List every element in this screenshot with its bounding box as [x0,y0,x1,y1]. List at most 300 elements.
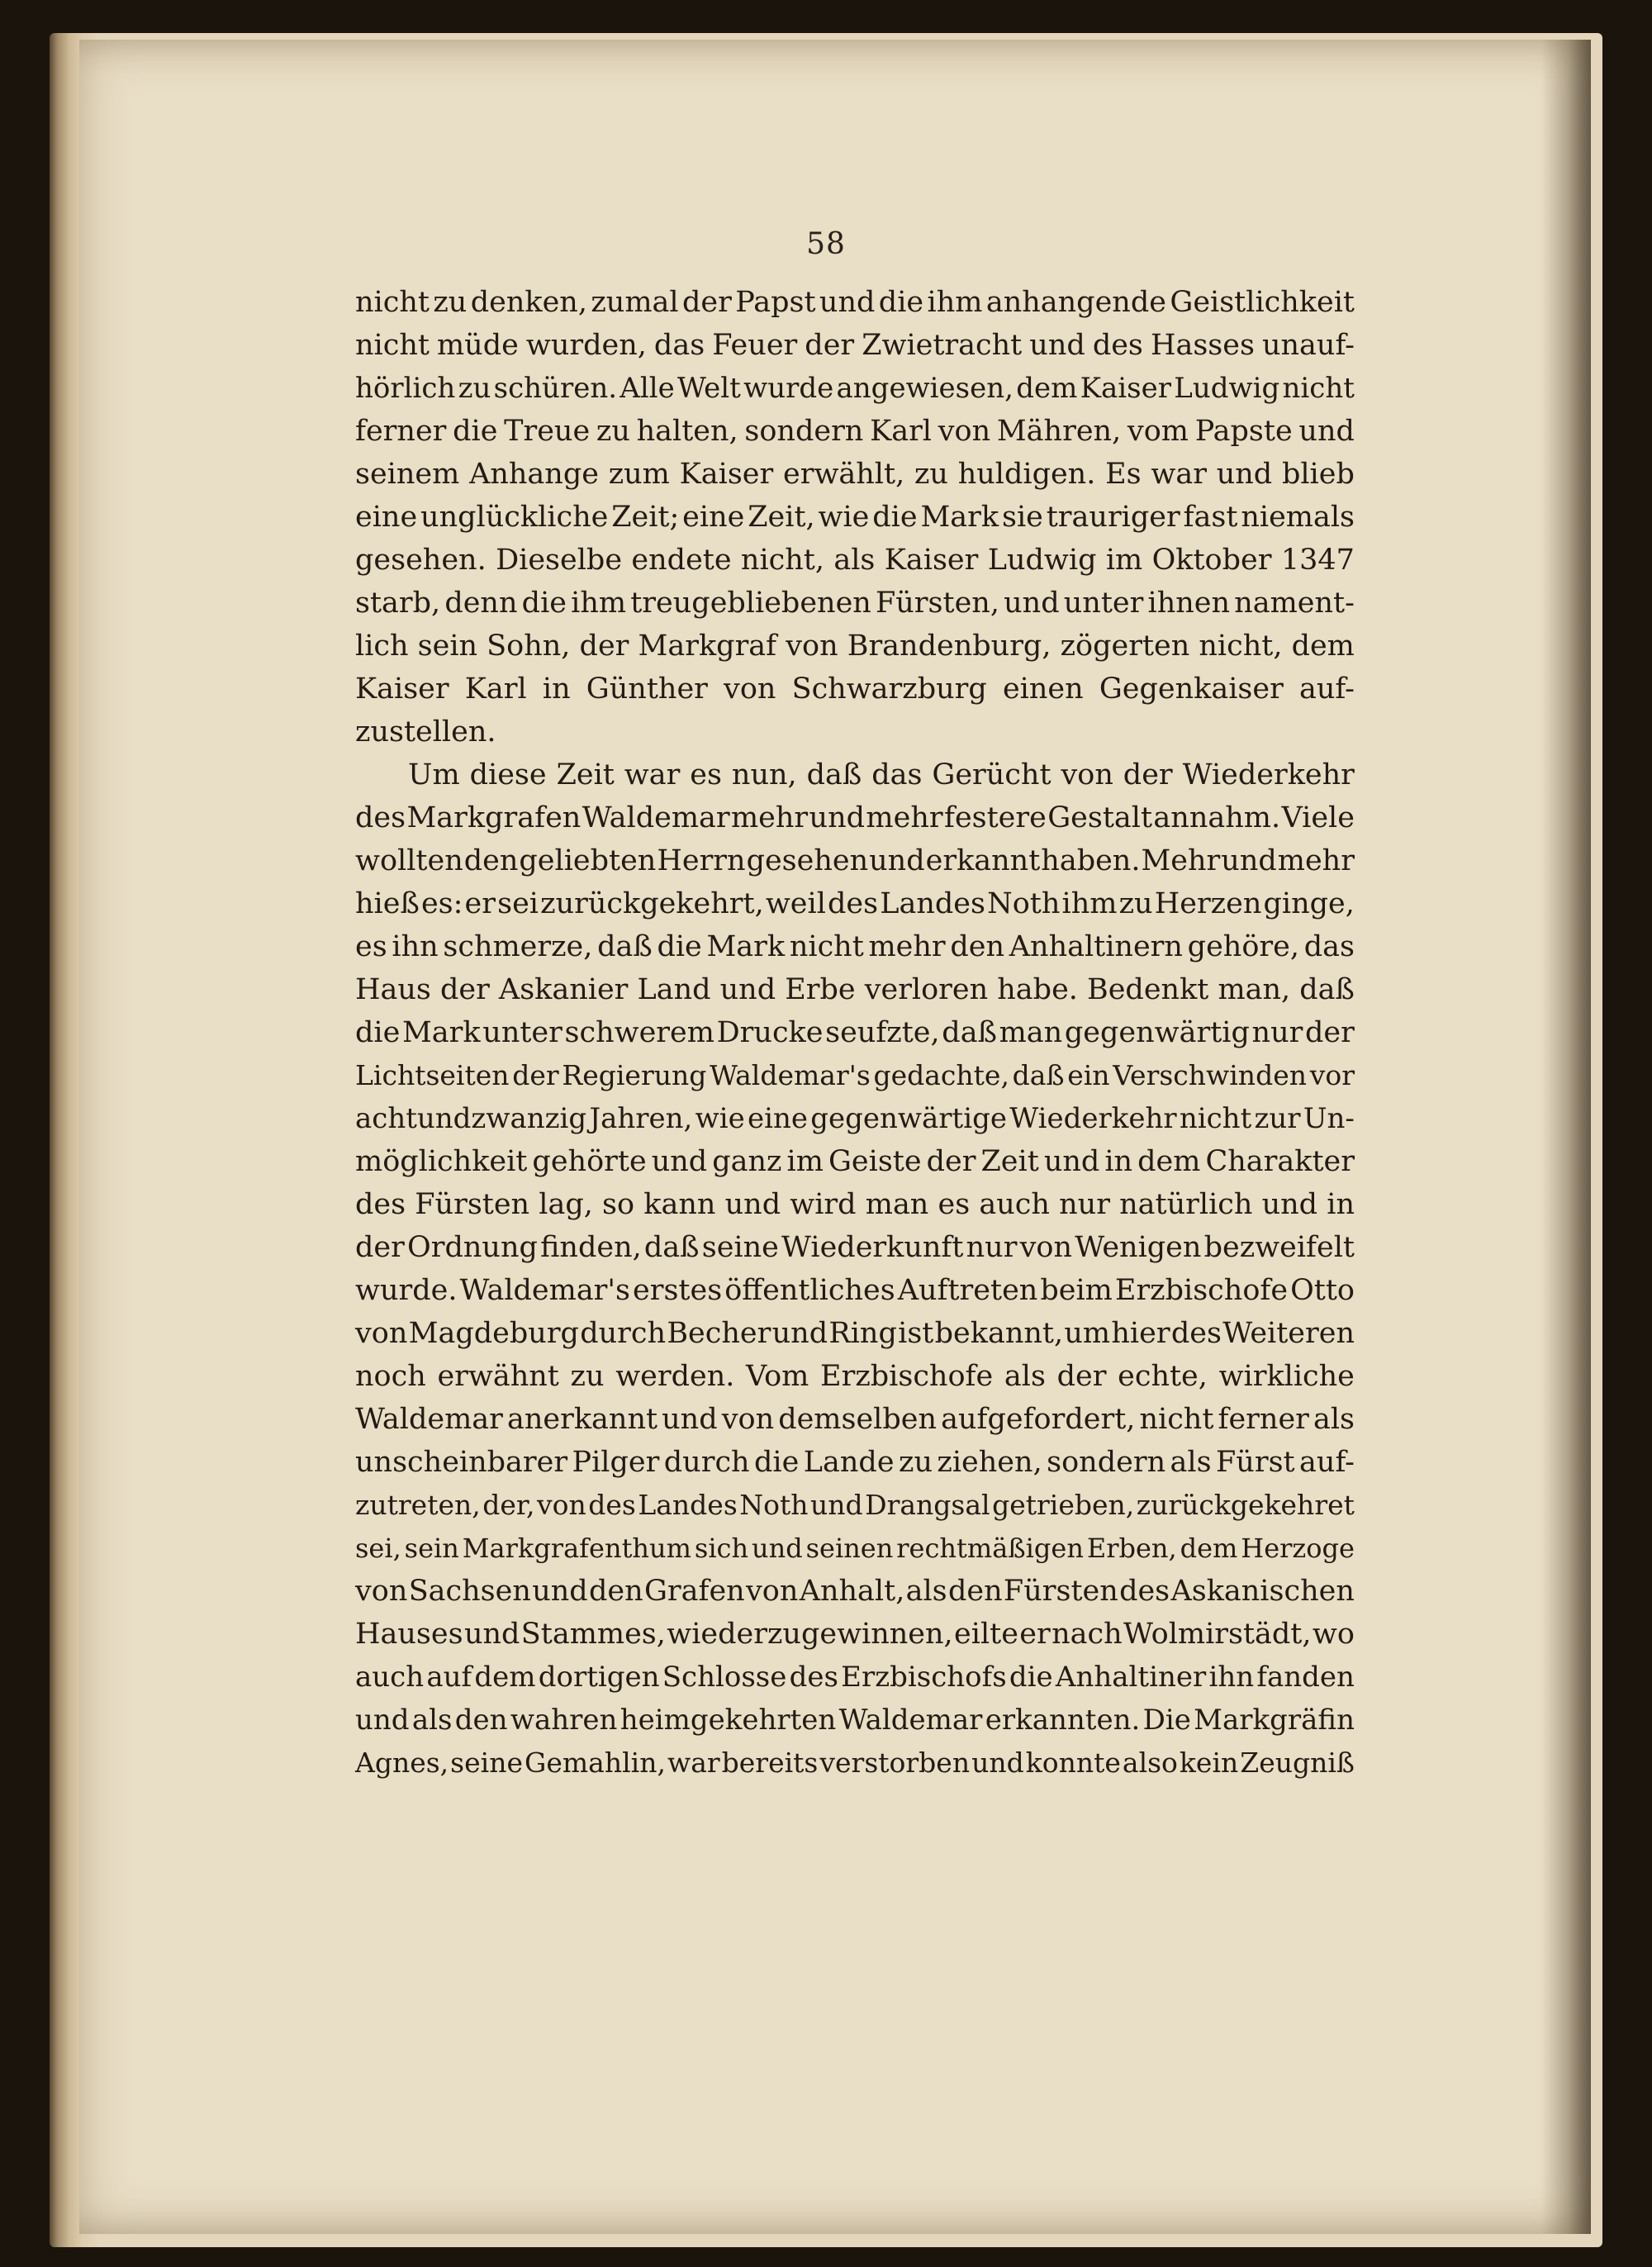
word: unter [1063,587,1144,620]
word: auch [979,1188,1050,1221]
word: in [542,672,571,706]
word: des [1119,1575,1170,1608]
word: bekannt, [934,1317,1064,1350]
word: möglichkeit [355,1145,528,1178]
word: Geistlichkeit [1170,286,1355,319]
word: Gemahlin, [524,1747,666,1779]
word: habe. [997,973,1078,1006]
word: Fürsten [1003,1575,1118,1608]
word: wollten [355,844,463,877]
text-line [355,1011,1355,1054]
word: werden. [615,1360,735,1393]
text-line [355,1484,1355,1527]
word: und [971,1747,1024,1779]
word: Drangsal [865,1489,990,1521]
text-line [355,753,1355,796]
text-line [355,1656,1355,1699]
word: einen [1002,672,1084,706]
word: also [1122,1747,1178,1779]
word: Wolmirstädt, [1123,1618,1312,1651]
word: und [1221,844,1277,877]
word: war [667,1747,720,1779]
word: Vom [746,1360,809,1393]
word: Anhaltinern [1009,930,1183,963]
word: blieb [1281,458,1355,491]
word: der [681,286,732,319]
word: zutreten, [355,1489,481,1521]
word: die [355,1016,401,1049]
word: Auftreten [897,1274,1038,1307]
text-line [355,582,1355,625]
word: nicht [355,329,430,362]
word: Kaiser [355,672,449,706]
word: Fürsten, [875,587,999,620]
word: Es [1105,458,1142,491]
word: vor [1309,1059,1355,1091]
word: wurde. [355,1274,458,1307]
word: der [579,630,629,663]
word: zumal [591,286,679,319]
text-line [355,1054,1355,1097]
word: Waldemar [355,1403,503,1436]
word: daß [1299,973,1355,1006]
text-line [355,539,1355,582]
text-line [355,1527,1355,1570]
word: schmerze, [443,930,593,963]
word: Herzen [1154,887,1262,920]
word: und [751,1533,803,1564]
word: sei [497,887,539,920]
word: Zeit [556,758,615,791]
word: Noth [987,887,1061,920]
word: und [810,1489,863,1521]
word: auf- [1299,1446,1355,1479]
word: Zeit [980,1145,1039,1178]
word: Schwarzburg [791,672,987,706]
word: 1347 [1280,544,1355,577]
word: zu [899,1446,933,1479]
word: Wiederkehr [1009,1102,1177,1135]
word: Herrn [657,844,746,877]
text-line [355,839,1355,882]
word: Fürst [1216,1446,1295,1479]
word: des [355,801,406,834]
word: Wenigen [1075,1231,1202,1264]
text-line [355,367,1355,410]
word: niemals [1241,501,1355,534]
word: des [1092,329,1143,362]
word: die [872,501,918,534]
word: starb, [355,587,441,620]
word: Karl [870,415,933,448]
word: gedachte, [873,1059,1009,1091]
word: dem [1016,372,1078,405]
word: kann [643,1188,716,1221]
word: als [1313,1403,1355,1436]
word: daß [942,1016,997,1049]
word: ein [1067,1059,1110,1091]
word: der [439,973,490,1006]
word: und [532,1575,588,1608]
word: ferner [355,415,447,448]
word: des [355,1188,406,1221]
word: Askanier [498,973,629,1006]
word: der [355,1231,405,1264]
word: wurden, [525,329,647,362]
word: von [1019,1231,1073,1264]
word: nur [966,1231,1018,1264]
word: seinen [805,1533,894,1564]
word: auf- [1298,672,1355,706]
text-line [355,1183,1355,1226]
word: das [1303,930,1355,963]
word: hörlich [355,372,456,405]
text-line [355,1613,1355,1656]
word: Oktober [1151,544,1272,577]
word: Mark [401,1016,481,1049]
word: Fürsten [415,1188,530,1221]
text-line [355,925,1355,968]
word: hier [1111,1317,1170,1350]
word: sei, [355,1533,401,1564]
word: nicht [1179,1102,1252,1135]
word: nicht [1139,1403,1214,1436]
word: anhangende [985,286,1166,319]
text-line: zustellen. [355,715,496,749]
word: wiederzugewinnen, [667,1618,953,1651]
text-line [355,1097,1355,1140]
word: Zeugniß [1240,1747,1355,1779]
word: und [719,973,776,1006]
word: ist [898,1317,934,1350]
word: Wiederkehr [1182,758,1355,791]
word: und [662,1403,718,1436]
word: sein [404,1533,459,1564]
word: Kaiser [884,544,979,577]
word: er [464,887,496,920]
text-line [355,1312,1355,1355]
word: zu [570,1360,605,1393]
word: Zeit, [748,501,815,534]
word: öffentliches [724,1274,895,1307]
word: unglückliche [420,501,609,534]
word: nun, [731,758,797,791]
word: weil [765,887,826,920]
word: des [789,1661,838,1694]
word: Waldemar [838,1704,983,1737]
word: Markgraf [638,630,777,663]
word: echte, [1118,1360,1208,1393]
word: es [938,1188,971,1221]
word: Pilger [572,1446,660,1479]
word: zurückgekehret [1136,1489,1355,1521]
word: fast [1183,501,1238,534]
word: Verschwinden [1113,1059,1307,1091]
word: als [1170,1446,1212,1479]
page-number: 58 [806,227,846,261]
word: Otto [1290,1274,1355,1307]
word: fanden [1256,1661,1355,1694]
word: von [537,1489,586,1521]
word: unter [482,1016,563,1049]
word: und [463,1618,520,1651]
word: zu [1118,887,1153,920]
text-line [355,496,1355,539]
word: und [355,1704,410,1737]
word: Gestalt [1047,801,1153,834]
word: schüren. [493,372,618,405]
word: Papst [735,286,816,319]
word: seinem [355,458,460,491]
word: gegenwärtig [1064,1016,1250,1049]
word: man [999,1016,1063,1049]
word: Geiste [828,1145,922,1178]
word: nament- [1234,587,1355,620]
word: Grafen [643,1575,745,1608]
word: Landes [638,1489,738,1521]
word: kein [1179,1747,1239,1779]
text-line [355,1570,1355,1613]
word: konnte [1025,1747,1121,1779]
word: Land [637,973,711,1006]
word: demselben [778,1403,938,1436]
word: wirkliche [1218,1360,1355,1393]
word: noch [355,1360,426,1393]
text-line [355,410,1355,453]
word: trauriger [1046,501,1180,534]
word: Zwietracht [862,329,1023,362]
word: die [1009,1661,1053,1694]
word: von [938,415,991,448]
word: mehr [866,801,943,834]
word: Günther [586,672,708,706]
word: dem [474,1661,536,1694]
word: die [754,1446,800,1479]
word: erwählt, [783,458,905,491]
word: zu [596,415,630,448]
word: Lichtseiten [355,1059,510,1091]
word: Waldemar [582,801,730,834]
word: verstorben [819,1747,971,1779]
word: Kaiser [1080,372,1171,405]
text-line [355,796,1355,839]
word: Anhange [469,458,599,491]
word: von [786,630,838,663]
word: Drucke [716,1016,824,1049]
word: eilte [954,1618,1018,1651]
word: das [653,329,705,362]
word: gesehen. [355,544,487,577]
text-line [355,324,1355,367]
word: ihn [1208,1661,1255,1694]
text-line [355,1269,1355,1312]
word: nur [1059,1188,1110,1221]
text-line [355,668,1355,711]
word: halten, [636,415,738,448]
word: durch [580,1317,667,1350]
word: man [865,1188,929,1221]
word: Haus [355,973,431,1006]
word: ferner [1218,1403,1309,1436]
word: nicht [1282,372,1355,405]
word: Un- [1303,1102,1355,1135]
word: der [805,329,855,362]
word: Erzbischofe [1114,1274,1289,1307]
word: ziehen, [937,1446,1042,1479]
word: Brandenburg, [847,630,1051,663]
word: schwerem [564,1016,714,1049]
word: der [926,1145,976,1178]
word: festere [943,801,1047,834]
word: getrieben, [992,1489,1135,1521]
word: und [1029,329,1085,362]
word: dem [1291,630,1355,663]
word: dem [1137,1145,1201,1178]
word: haben. [1041,844,1141,877]
word: Erben, [1086,1533,1177,1564]
word: Welt [677,372,741,405]
text-line [355,453,1355,496]
word: und [771,1317,828,1350]
word: und [819,286,876,319]
word: Erbe [785,973,856,1006]
text-line [355,1742,1355,1785]
word: und [724,1188,781,1221]
word: Dieselbe [496,544,623,577]
text-line [355,1398,1355,1441]
word: unscheinbarer [355,1446,568,1479]
word: Markgräfin [1194,1704,1355,1737]
word: daß [1012,1059,1065,1091]
word: als [1004,1360,1046,1393]
word: er [1019,1618,1051,1651]
word: gehörte [532,1145,647,1178]
word: von [724,672,776,706]
word: Hauses [355,1618,463,1651]
word: wie [818,501,870,534]
word: huldigen. [957,458,1096,491]
word: dortigen [538,1661,660,1694]
word: auf [426,1661,472,1694]
word: als [905,1575,947,1608]
word: finden, [540,1231,642,1264]
text-line [355,882,1355,925]
word: im [1105,544,1143,577]
word: Alle [620,372,675,405]
word: sondern [1047,1446,1166,1479]
word: es: [420,887,463,920]
word: mehr [730,801,809,834]
word: als [833,544,876,577]
word: eine [682,501,745,534]
text-line [355,1441,1355,1484]
text-line [355,968,1355,1011]
text-line [355,1226,1355,1269]
word: es [690,758,722,791]
word: ihm [571,587,627,620]
word: erstes [633,1274,723,1307]
word: Zeit; [611,501,680,534]
word: gesehen [746,844,869,877]
text-line [355,625,1355,668]
word: im [786,1145,824,1178]
word: seine [701,1231,779,1264]
word: Mark [706,930,786,963]
word: Lande [803,1446,895,1479]
word: den [947,1575,1003,1608]
word: unauf- [1261,329,1355,362]
word: ihm [927,286,983,319]
word: zu [433,286,468,319]
word: von [355,1317,408,1350]
word: gegenwärtige [810,1102,1007,1135]
word: heimgekehrten [620,1704,837,1737]
word: sie [1001,501,1043,534]
word: daß [806,758,862,791]
word: erwähnt [437,1360,559,1393]
word: den [454,1704,508,1737]
word: war [1151,458,1207,491]
word: nach [1051,1618,1123,1651]
word: zur [1254,1102,1301,1135]
word: denn [444,587,518,620]
word: beim [1040,1274,1113,1307]
word: Magdeburg [408,1317,579,1350]
word: zu [458,372,491,405]
word: des [588,1489,636,1521]
word: nicht, [740,544,824,577]
word: die [657,930,702,963]
word: durch [663,1446,750,1479]
word: zurückgekehrt, [540,887,764,920]
word: nicht [789,930,864,963]
word: es [355,930,387,963]
word: Um [408,758,460,791]
word: die [521,587,567,620]
word: daß [597,930,653,963]
word: als [411,1704,453,1737]
word: sich [694,1533,749,1564]
word: ihm [1061,887,1118,920]
text-line [355,1140,1355,1183]
word: zögerten [1060,630,1190,663]
word: sein [417,630,478,663]
word: lich [355,630,409,663]
word: wie [695,1102,745,1135]
word: in [1327,1188,1355,1221]
word: war [624,758,681,791]
word: Herzoge [1241,1533,1355,1564]
word: Noth [739,1489,809,1521]
word: hieß [355,887,420,920]
word: Gerücht [932,758,1051,791]
word: den [463,844,519,877]
word: nicht, [1199,630,1283,663]
word: in [1104,1145,1133,1178]
word: den [950,930,1005,963]
word: Bedenkt [1086,973,1209,1006]
word: Mehr [1141,844,1221,877]
word: bezweifelt [1203,1231,1355,1264]
word: ihnen [1147,587,1231,620]
word: Gegenkaiser [1099,672,1284,706]
word: und [869,844,925,877]
word: anerkannt [506,1403,658,1436]
word: Markgrafenthum [462,1533,691,1564]
word: wurde [743,372,834,405]
word: Karl [464,672,527,706]
word: erkannt [925,844,1041,877]
